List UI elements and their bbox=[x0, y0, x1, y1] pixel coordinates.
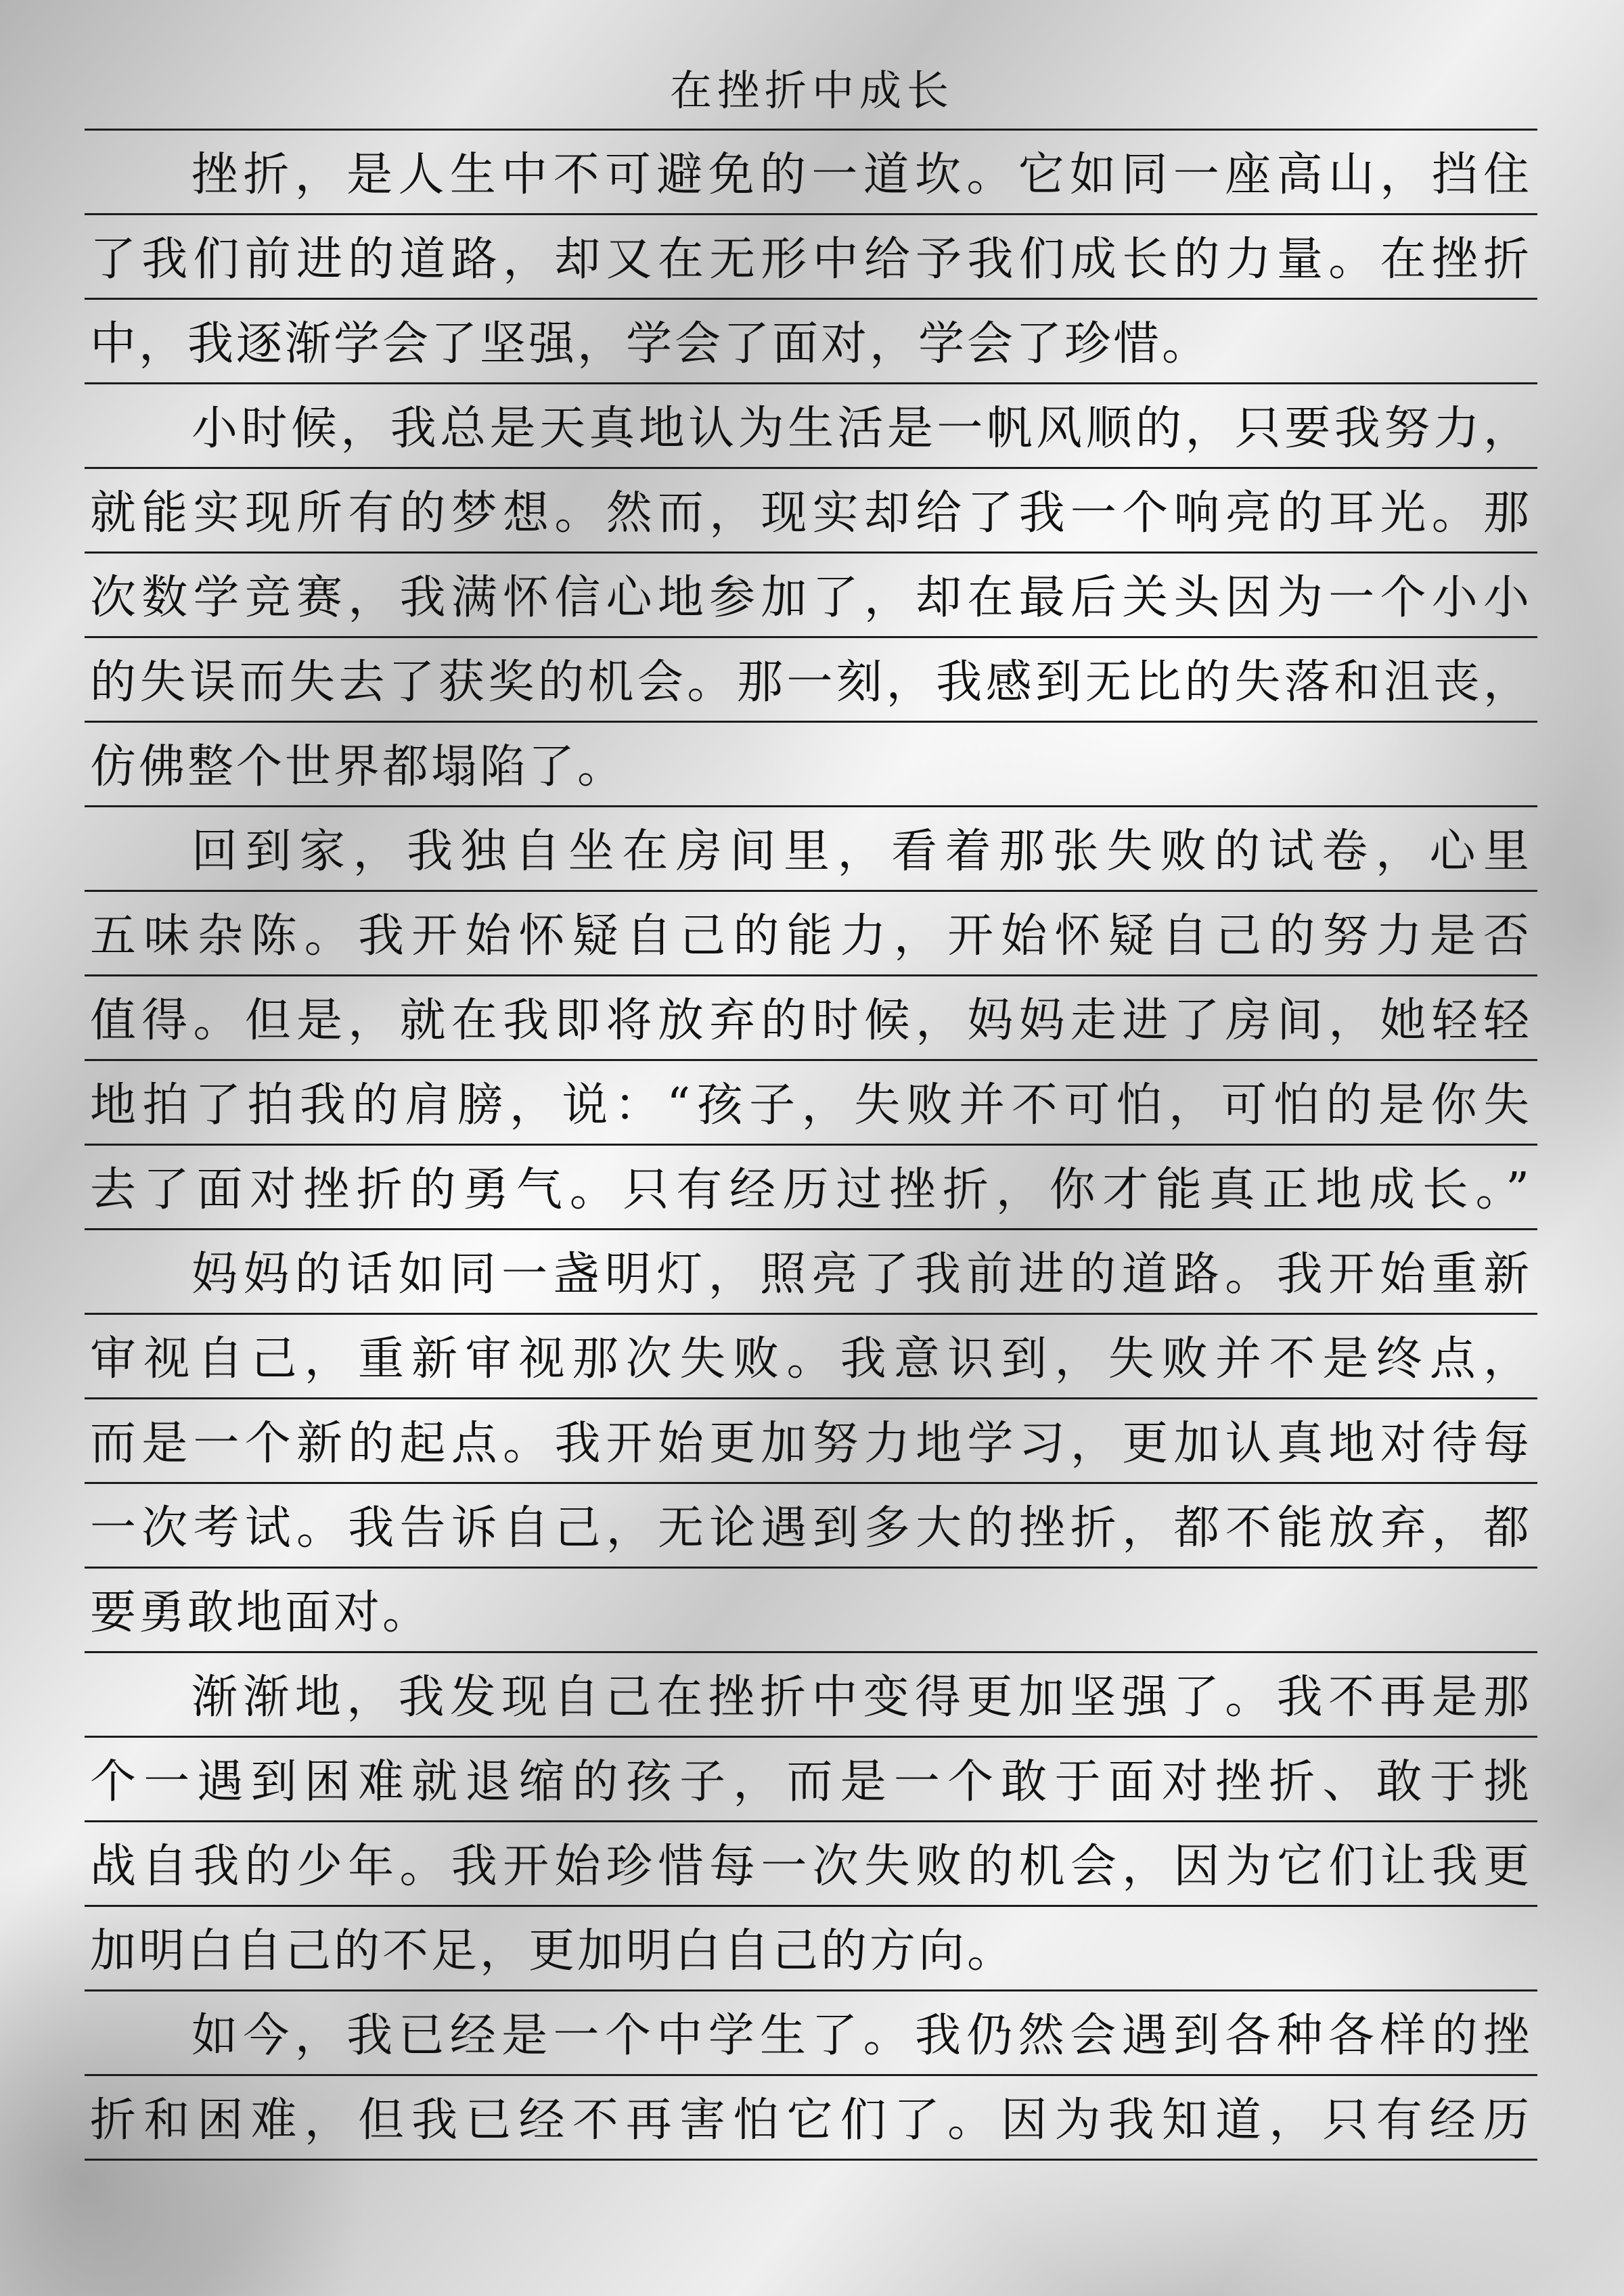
essay-title: 在挫折中成长 bbox=[669, 66, 954, 115]
essay-line: 如今，我已经是一个中学生了。我仍然会遇到各种各样的挫 bbox=[85, 1991, 1537, 2076]
essay-line: 小时候，我总是天真地认为生活是一帆风顺的，只要我努力， bbox=[85, 384, 1537, 469]
essay-line: 要勇敢地面对。 bbox=[85, 1569, 1537, 1653]
essay-line: 五味杂陈。我开始怀疑自己的能力，开始怀疑自己的努力是否 bbox=[85, 892, 1537, 976]
essay-line: 个一遇到困难就退缩的孩子，而是一个敢于面对挫折、敢于挑 bbox=[85, 1738, 1537, 1822]
paragraph-6 bbox=[85, 1991, 1537, 2161]
essay-line: 折和困难，但我已经不再害怕它们了。因为我知道，只有经历 bbox=[85, 2076, 1537, 2161]
essay-line: 战自我的少年。我开始珍惜每一次失败的机会，因为它们让我更 bbox=[85, 1822, 1537, 1907]
essay-line: 的失误而失去了获奖的机会。那一刻，我感到无比的失落和沮丧， bbox=[85, 638, 1537, 723]
essay-line: 中，我逐渐学会了坚强，学会了面对，学会了珍惜。 bbox=[85, 300, 1537, 384]
paragraph-4 bbox=[85, 1230, 1537, 1653]
paragraph-2 bbox=[85, 384, 1537, 807]
paragraph-5 bbox=[85, 1653, 1537, 1991]
paragraph-3 bbox=[85, 807, 1537, 1230]
essay-line: 回到家，我独自坐在房间里，看着那张失败的试卷，心里 bbox=[85, 807, 1537, 892]
essay-line: 挫折，是人生中不可避免的一道坎。它如同一座高山，挡住 bbox=[85, 131, 1537, 215]
essay-line: 渐渐地，我发现自己在挫折中变得更加坚强了。我不再是那 bbox=[85, 1653, 1537, 1738]
lined-paper bbox=[85, 129, 1537, 2161]
essay-line: 一次考试。我告诉自己，无论遇到多大的挫折，都不能放弃，都 bbox=[85, 1484, 1537, 1569]
paragraph-1 bbox=[85, 131, 1537, 384]
essay-line: 去了面对挫折的勇气。只有经历过挫折，你才能真正地成长。” bbox=[85, 1146, 1537, 1230]
essay-line: 加明白自己的不足，更加明白自己的方向。 bbox=[85, 1907, 1537, 1991]
essay-line: 而是一个新的起点。我开始更加努力地学习，更加认真地对待每 bbox=[85, 1399, 1537, 1484]
essay-line: 地拍了拍我的肩膀，说：“孩子，失败并不可怕，可怕的是你失 bbox=[85, 1061, 1537, 1146]
essay-line: 次数学竞赛，我满怀信心地参加了，却在最后关头因为一个小小 bbox=[85, 554, 1537, 638]
essay-line: 仿佛整个世界都塌陷了。 bbox=[85, 723, 1537, 807]
essay-line: 审视自己，重新审视那次失败。我意识到，失败并不是终点， bbox=[85, 1315, 1537, 1399]
essay-line: 妈妈的话如同一盏明灯，照亮了我前进的道路。我开始重新 bbox=[85, 1230, 1537, 1315]
essay-line: 了我们前进的道路，却又在无形中给予我们成长的力量。在挫折 bbox=[85, 215, 1537, 300]
essay-line: 就能实现所有的梦想。然而，现实却给了我一个响亮的耳光。那 bbox=[85, 469, 1537, 554]
essay-line: 值得。但是，就在我即将放弃的时候，妈妈走进了房间，她轻轻 bbox=[85, 976, 1537, 1061]
